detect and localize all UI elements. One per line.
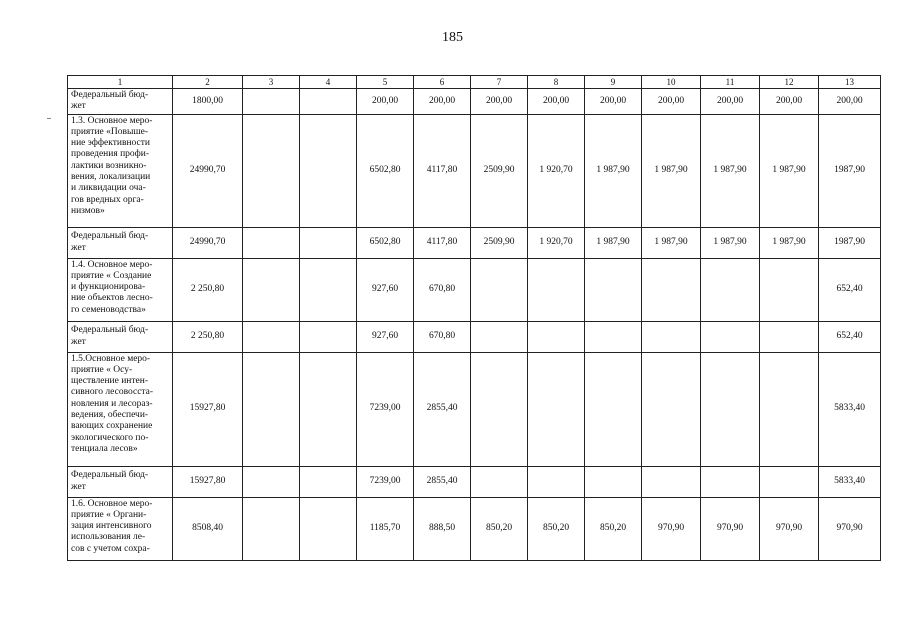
- amount-cell: 200,00: [528, 89, 585, 115]
- amount-cell: 1 920,70: [528, 227, 585, 258]
- row-description: Федеральный бюд- жет: [68, 227, 173, 258]
- amount-cell: [642, 352, 701, 466]
- amount-cell: 7239,00: [357, 352, 414, 466]
- amount-cell: [471, 466, 528, 497]
- amount-cell: 6502,80: [357, 227, 414, 258]
- amount-cell: 1 987,90: [760, 114, 819, 227]
- amount-cell: 24990,70: [173, 227, 243, 258]
- amount-cell: 2855,40: [414, 352, 471, 466]
- amount-cell: [760, 258, 819, 321]
- amount-cell: 15927,80: [173, 352, 243, 466]
- amount-cell: [300, 89, 357, 115]
- column-header: 3: [243, 76, 300, 89]
- column-header: 2: [173, 76, 243, 89]
- amount-cell: [243, 466, 300, 497]
- amount-cell: 1185,70: [357, 497, 414, 560]
- amount-cell: 200,00: [819, 89, 881, 115]
- table-header-row: [68, 76, 881, 89]
- column-header: 4: [300, 76, 357, 89]
- amount-cell: 2 250,80: [173, 258, 243, 321]
- amount-cell: 850,20: [471, 497, 528, 560]
- row-description: 1.4. Основное меро- приятие « Создание и функционирова- ние объектов лесно- го семеноводства»: [68, 258, 173, 321]
- amount-cell: [243, 258, 300, 321]
- activity-row: [68, 258, 881, 321]
- amount-cell: 8508,40: [173, 497, 243, 560]
- amount-cell: 1987,90: [819, 114, 881, 227]
- amount-cell: 850,20: [528, 497, 585, 560]
- row-description: 1.6. Основное меро- приятие « Органи- зация интенсивного использования ле- сов с учетом сохра-: [68, 497, 173, 560]
- amount-cell: 1 920,70: [528, 114, 585, 227]
- amount-cell: 850,20: [585, 497, 642, 560]
- amount-cell: [528, 321, 585, 352]
- amount-cell: 24990,70: [173, 114, 243, 227]
- amount-cell: [300, 352, 357, 466]
- amount-cell: 1 987,90: [701, 227, 760, 258]
- activity-row: [68, 352, 881, 466]
- amount-cell: 927,60: [357, 258, 414, 321]
- amount-cell: 1 987,90: [585, 227, 642, 258]
- amount-cell: 970,90: [819, 497, 881, 560]
- amount-cell: [585, 321, 642, 352]
- budget-summary-row: [68, 89, 881, 115]
- amount-cell: 652,40: [819, 258, 881, 321]
- amount-cell: [701, 466, 760, 497]
- amount-cell: 2855,40: [414, 466, 471, 497]
- budget-summary-row: [68, 466, 881, 497]
- amount-cell: 2 250,80: [173, 321, 243, 352]
- amount-cell: [471, 321, 528, 352]
- amount-cell: 200,00: [760, 89, 819, 115]
- row-description: Федеральный бюд- жет: [68, 89, 173, 115]
- amount-cell: [701, 352, 760, 466]
- amount-cell: [243, 352, 300, 466]
- scan-mark: [47, 118, 51, 119]
- amount-cell: 652,40: [819, 321, 881, 352]
- amount-cell: 927,60: [357, 321, 414, 352]
- amount-cell: 200,00: [414, 89, 471, 115]
- column-header: 5: [357, 76, 414, 89]
- amount-cell: [642, 466, 701, 497]
- page-number: 185: [442, 30, 463, 45]
- amount-cell: 5833,40: [819, 466, 881, 497]
- amount-cell: [585, 258, 642, 321]
- amount-cell: 1 987,90: [701, 114, 760, 227]
- amount-cell: 5833,40: [819, 352, 881, 466]
- amount-cell: 4117,80: [414, 114, 471, 227]
- row-description: 1.3. Основное меро- приятие «Повыше- ние эффективности проведения профи- лактики возникно- вения, локализации и ликвидации оча- гов вредных орга- низмов»: [68, 114, 173, 227]
- column-header: 12: [760, 76, 819, 89]
- amount-cell: [642, 258, 701, 321]
- amount-cell: 670,80: [414, 258, 471, 321]
- amount-cell: [243, 321, 300, 352]
- amount-cell: [585, 352, 642, 466]
- amount-cell: [760, 466, 819, 497]
- row-description: Федеральный бюд- жет: [68, 466, 173, 497]
- column-header: 7: [471, 76, 528, 89]
- budget-table: [67, 75, 881, 561]
- column-header: 13: [819, 76, 881, 89]
- amount-cell: 1 987,90: [642, 114, 701, 227]
- amount-cell: [528, 466, 585, 497]
- row-description: Федеральный бюд- жет: [68, 321, 173, 352]
- amount-cell: [300, 497, 357, 560]
- column-header: 9: [585, 76, 642, 89]
- column-header: 6: [414, 76, 471, 89]
- amount-cell: [300, 258, 357, 321]
- amount-cell: 970,90: [701, 497, 760, 560]
- column-header: 1: [68, 76, 173, 89]
- amount-cell: 4117,80: [414, 227, 471, 258]
- amount-cell: [528, 352, 585, 466]
- amount-cell: [243, 497, 300, 560]
- amount-cell: [760, 321, 819, 352]
- amount-cell: 2509,90: [471, 227, 528, 258]
- amount-cell: [471, 258, 528, 321]
- amount-cell: [300, 227, 357, 258]
- amount-cell: 670,80: [414, 321, 471, 352]
- amount-cell: 2509,90: [471, 114, 528, 227]
- amount-cell: 15927,80: [173, 466, 243, 497]
- amount-cell: [642, 321, 701, 352]
- amount-cell: 7239,00: [357, 466, 414, 497]
- column-header: 10: [642, 76, 701, 89]
- amount-cell: 970,90: [642, 497, 701, 560]
- amount-cell: 1 987,90: [760, 227, 819, 258]
- amount-cell: [243, 89, 300, 115]
- amount-cell: 1800,00: [173, 89, 243, 115]
- amount-cell: [300, 114, 357, 227]
- amount-cell: 200,00: [585, 89, 642, 115]
- amount-cell: [585, 466, 642, 497]
- amount-cell: 1 987,90: [642, 227, 701, 258]
- amount-cell: [243, 114, 300, 227]
- budget-summary-row: [68, 227, 881, 258]
- amount-cell: [471, 352, 528, 466]
- amount-cell: 200,00: [701, 89, 760, 115]
- amount-cell: 888,50: [414, 497, 471, 560]
- amount-cell: 200,00: [471, 89, 528, 115]
- amount-cell: [760, 352, 819, 466]
- amount-cell: [300, 466, 357, 497]
- budget-summary-row: [68, 321, 881, 352]
- column-header: 11: [701, 76, 760, 89]
- amount-cell: [243, 227, 300, 258]
- amount-cell: [701, 258, 760, 321]
- amount-cell: [528, 258, 585, 321]
- amount-cell: 200,00: [357, 89, 414, 115]
- amount-cell: [701, 321, 760, 352]
- amount-cell: 1987,90: [819, 227, 881, 258]
- activity-row: [68, 114, 881, 227]
- amount-cell: 970,90: [760, 497, 819, 560]
- column-header: 8: [528, 76, 585, 89]
- amount-cell: [300, 321, 357, 352]
- amount-cell: 6502,80: [357, 114, 414, 227]
- amount-cell: 200,00: [642, 89, 701, 115]
- activity-row: [68, 497, 881, 560]
- row-description: 1.5.Основное меро- приятие « Осу- ществление интен- сивного лесовосста- новления и лесораз- ведения, обеспечи- вающих сохранение экологического по- тенциала лесов»: [68, 352, 173, 466]
- amount-cell: 1 987,90: [585, 114, 642, 227]
